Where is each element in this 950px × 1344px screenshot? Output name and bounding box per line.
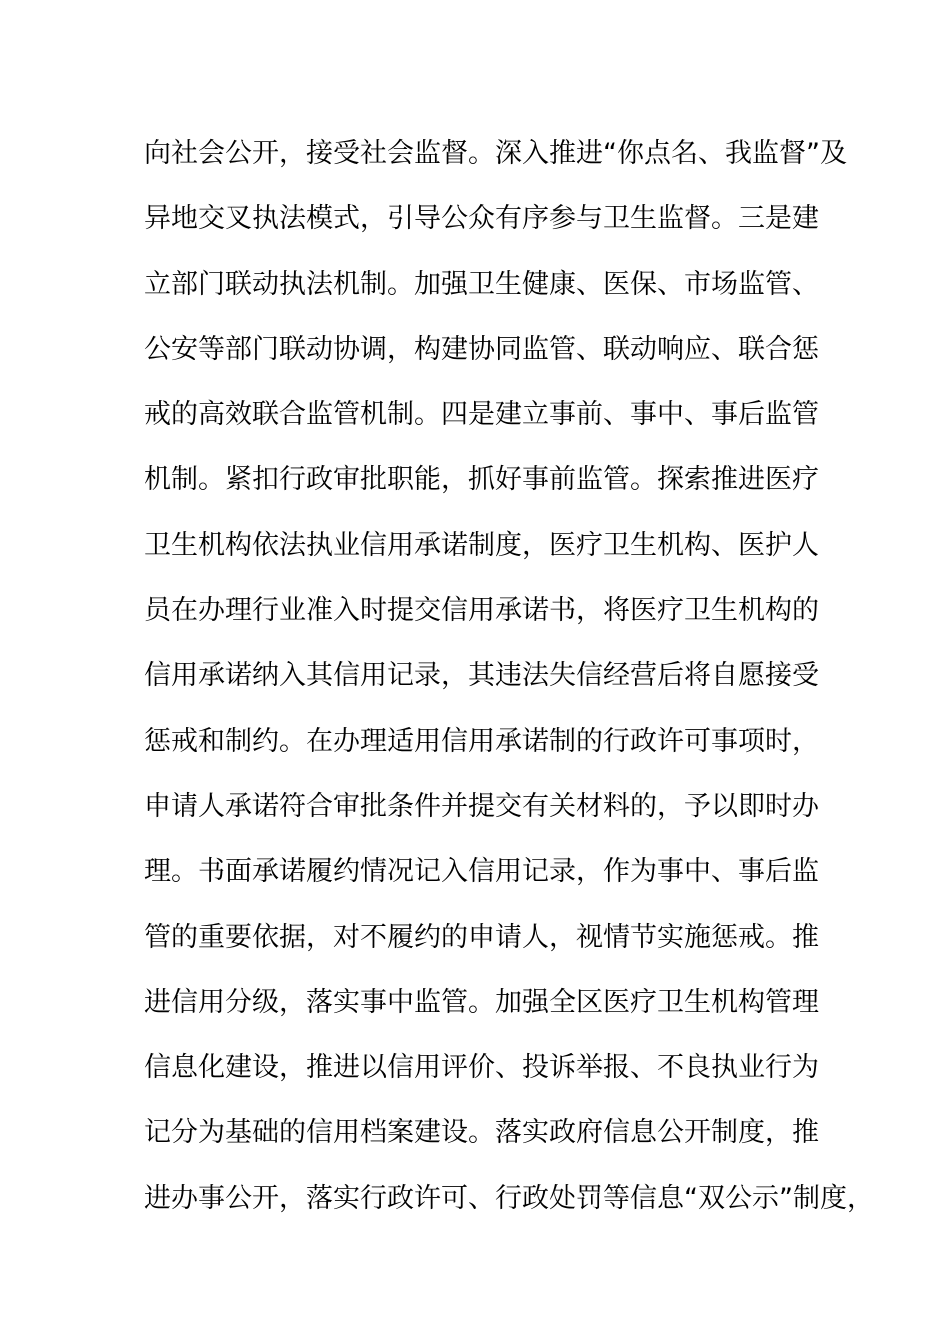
text-line: 申请人承诺符合审批条件并提交有关材料的，予以即时办 <box>144 790 819 822</box>
text-line: 进办事公开，落实行政许可、行政处罚等信息“双公示”制度， <box>144 1182 874 1214</box>
body-paragraph <box>144 126 874 1236</box>
text-line: 理。书面承诺履约情况记入信用记录，作为事中、事后监 <box>144 856 819 888</box>
text-line: 卫生机构依法执业信用承诺制度，医疗卫生机构、医护人 <box>144 529 819 561</box>
text-line: 信用承诺纳入其信用记录，其违法失信经营后将自愿接受 <box>144 660 819 692</box>
text-line: 向社会公开，接受社会监督。深入推进“你点名、我监督”及 <box>144 138 847 169</box>
text-line: 管的重要依据，对不履约的申请人，视情节实施惩戒。推 <box>144 921 819 953</box>
text-line: 机制。紧扣行政审批职能，抓好事前监管。探索推进医疗 <box>144 464 819 496</box>
text-line: 惩戒和制约。在办理适用信用承诺制的行政许可事项时， <box>144 725 819 757</box>
text-line: 戒的高效联合监管机制。四是建立事前、事中、事后监管 <box>144 399 819 431</box>
text-line: 记分为基础的信用档案建设。落实政府信息公开制度，推 <box>144 1117 819 1149</box>
text-line: 立部门联动执法机制。加强卫生健康、医保、市场监管、 <box>144 268 819 300</box>
text-line: 员在办理行业准入时提交信用承诺书，将医疗卫生机构的 <box>144 595 819 627</box>
text-line: 异地交叉执法模式，引导公众有序参与卫生监督。三是建 <box>144 203 819 235</box>
text-line: 进信用分级，落实事中监管。加强全区医疗卫生机构管理 <box>144 986 819 1018</box>
text-line: 信息化建设，推进以信用评价、投诉举报、不良执业行为 <box>144 1052 819 1084</box>
text-line: 公安等部门联动协调，构建协同监管、联动响应、联合惩 <box>144 333 819 365</box>
